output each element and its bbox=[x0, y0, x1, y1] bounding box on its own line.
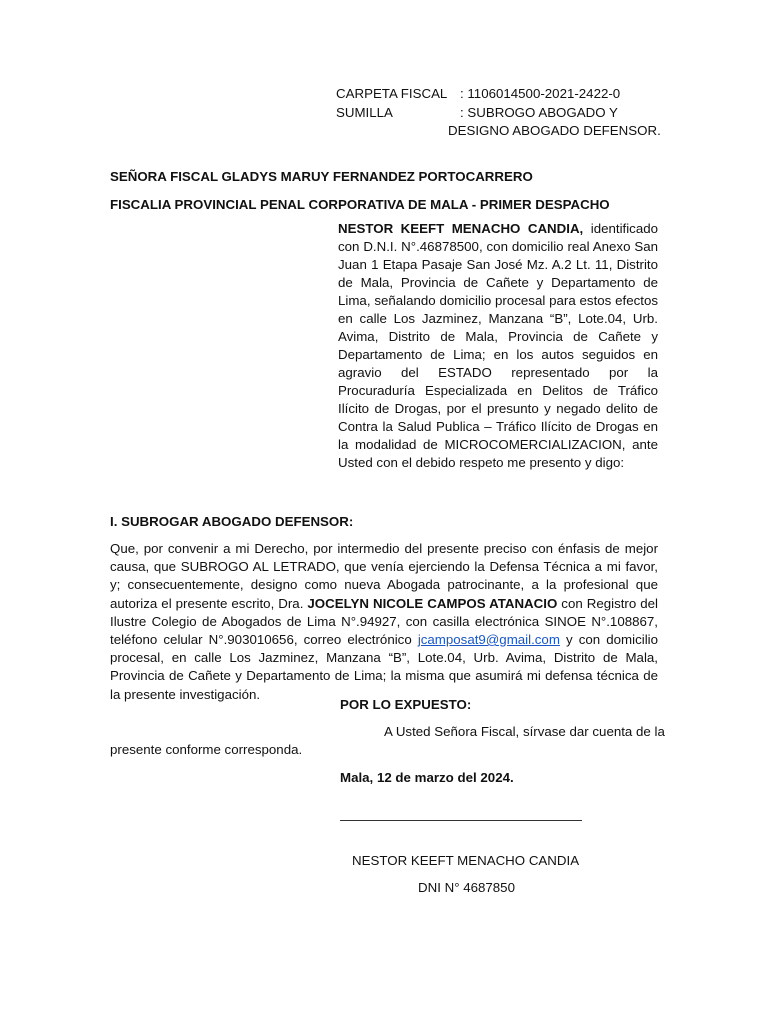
intro-text: identificado con D.N.I. N°.46878500, con domicilio real Anexo San Juan 1 Etapa Pasaje San José Mz. A.2 Lt. 11, Distrito de Mala, Provincia de Cañete y Departamento de Lima, señalando domicilio procesal para estos efectos en calle Los Jazminez, Manzana “B”, Lote.04, Urb. Avima, Distrito de Mala, Provincia de Cañete y Departamento de Lima; en los autos seguidos en agravio del ESTADO representado por la Procuraduría Especializada en Delitos de Tráfico Ilícito de Drogas, por el presunto y negado delito de Contra la Salud Publica – Tráfico Ilícito de Drogas en la modalidad de MICROCOMERCIALIZACION, ante Usted con el debido respeto me presento y digo: bbox=[338, 221, 659, 470]
lawyer-name: JOCELYN NICOLE CAMPOS ATANACIO bbox=[307, 595, 558, 611]
closing-line2: presente conforme corresponda. bbox=[110, 742, 303, 757]
petitioner-name: NESTOR KEEFT MENACHO CANDIA, bbox=[338, 221, 584, 236]
signature-name: NESTOR KEEFT MENACHO CANDIA bbox=[352, 853, 580, 868]
signature-dni: DNI N° 4687850 bbox=[418, 880, 515, 895]
closing-title: POR LO EXPUESTO: bbox=[340, 697, 472, 712]
section-title: I. SUBROGAR ABOGADO DEFENSOR: bbox=[110, 514, 354, 529]
sumilla-value-continued: DESIGNO ABOGADO DEFENSOR. bbox=[448, 123, 661, 138]
sumilla-label: SUMILLA bbox=[336, 105, 393, 120]
addressee-fiscalia: FISCALIA PROVINCIAL PENAL CORPORATIVA DE MALA - PRIMER DESPACHO bbox=[110, 197, 610, 212]
section-text-b: con Registro del Ilustre Colegio de Abogados de Lima N°.94927, con casilla electrónica SINOE N°.108867, teléfono celular N°.903010656, correo electrónico bbox=[110, 595, 659, 648]
email-link[interactable]: jcamposat9@gmail.com bbox=[417, 632, 560, 648]
intro-paragraph bbox=[338, 220, 658, 472]
date-line: Mala, 12 de marzo del 2024. bbox=[340, 770, 514, 785]
closing-line1: A Usted Señora Fiscal, sírvase dar cuenta de la bbox=[384, 724, 665, 739]
section-body bbox=[110, 540, 658, 704]
carpeta-fiscal-value: : 1106014500-2021-2422-0 bbox=[460, 86, 621, 101]
sumilla-value: : SUBROGO ABOGADO Y bbox=[460, 105, 618, 120]
carpeta-fiscal-row bbox=[336, 86, 620, 101]
signature-line bbox=[340, 820, 582, 821]
carpeta-fiscal-label: CARPETA FISCAL bbox=[336, 86, 448, 101]
section-text-c: y con domicilio procesal, en calle Los Jazminez, Manzana “B”, Lote.04, Urb. Avima, Distrito de Mala, Provincia de Cañete y Departamento de Lima; la misma que asumirá mi defensa técnica de la presente investigación. bbox=[110, 632, 658, 702]
addressee-fiscal: SEÑORA FISCAL GLADYS MARUY FERNANDEZ PORTOCARRERO bbox=[110, 169, 533, 184]
sumilla-row bbox=[336, 105, 618, 120]
section-text-a: Que, por convenir a mi Derecho, por intermedio del presente preciso con énfasis de mejor causa, que SUBROGO AL LETRADO, que venía ejerciendo la Defensa Técnica a mi favor, y; consecuentemente, designo como nueva Abogada patrocinante, a la profesional que autoriza el presente escrito, Dra. bbox=[110, 541, 658, 611]
